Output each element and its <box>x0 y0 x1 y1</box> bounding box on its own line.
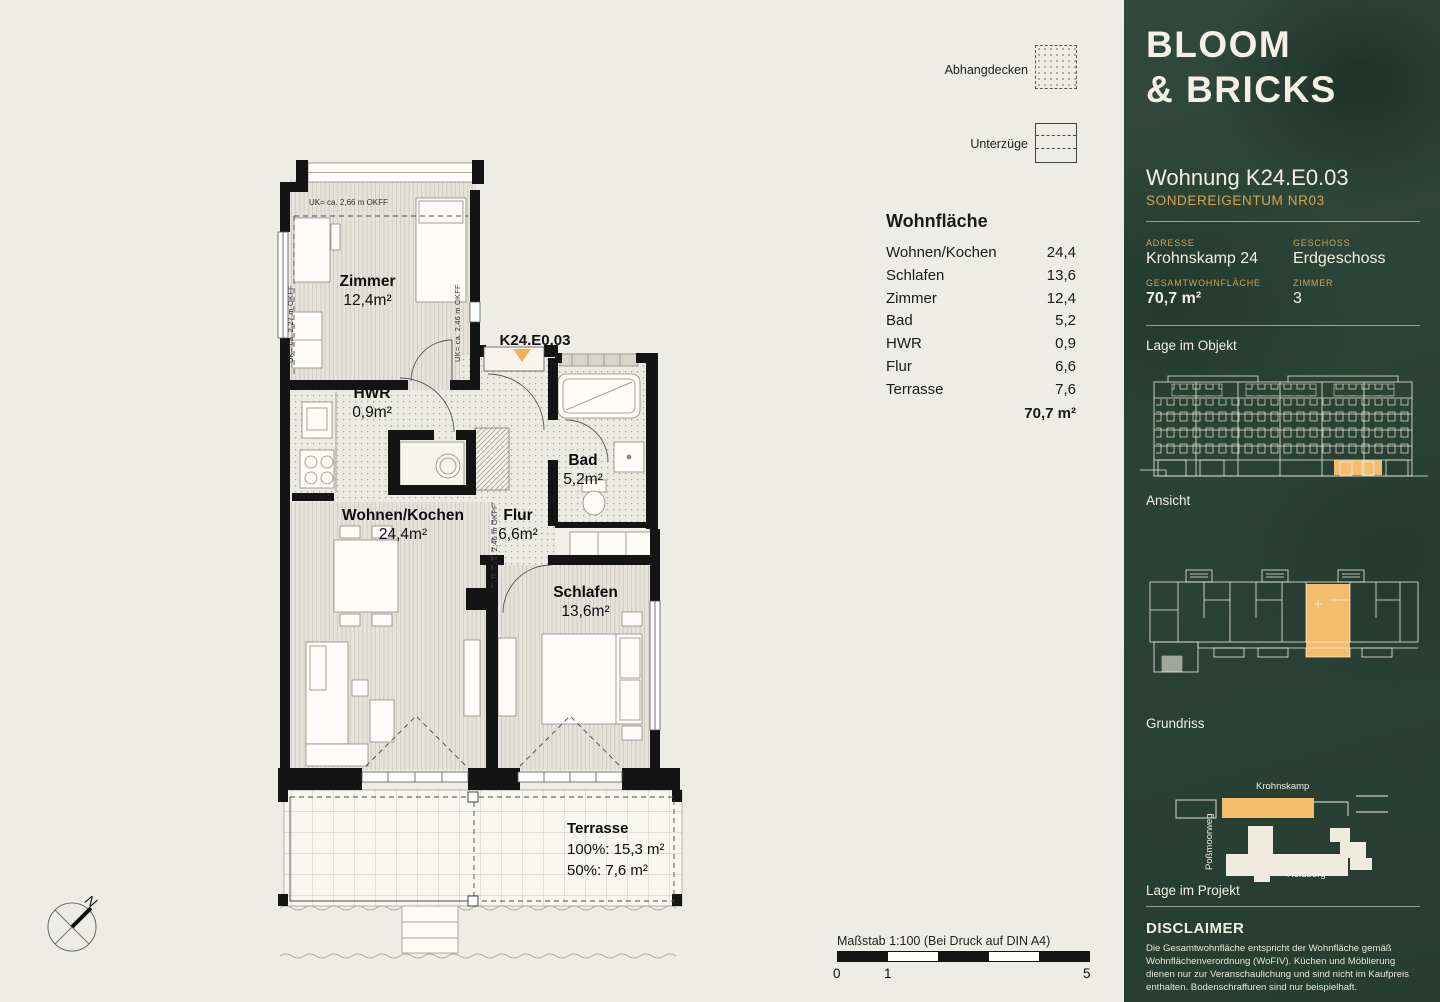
row-value: 6,6 <box>1055 357 1076 375</box>
room-area: 6,6m² <box>498 526 538 544</box>
brand-line1: BLOOM <box>1146 24 1292 65</box>
table-row <box>886 356 1076 379</box>
table-row <box>886 288 1076 311</box>
row-label: Zimmer <box>886 289 937 307</box>
divider <box>1146 906 1420 907</box>
room-name: Zimmer <box>339 273 396 290</box>
room-label-flur <box>473 506 563 545</box>
row-value: 12,4 <box>1046 289 1076 307</box>
table-row <box>886 310 1076 333</box>
fact-label: GESCHOSS <box>1293 238 1351 248</box>
row-label: Terrasse <box>886 380 944 398</box>
room-name: Schlafen <box>553 584 618 601</box>
fact-value: 3 <box>1293 290 1302 307</box>
room-name: Flur <box>503 507 533 524</box>
row-value: 0,9 <box>1055 335 1076 353</box>
row-label: HWR <box>886 335 922 353</box>
section-label-lage-im-objekt: Lage im Objekt <box>1146 338 1237 353</box>
street-label-heidberg: Heidberg <box>1287 869 1326 880</box>
row-label: Flur <box>886 357 912 375</box>
room-label-zimmer <box>300 272 435 311</box>
annotation-uk-mid: UK= ca. 2,46 m OKFF <box>490 504 499 582</box>
table-row <box>886 242 1076 265</box>
building-elevation-drawing <box>1138 360 1430 490</box>
divider <box>1146 221 1420 222</box>
divider <box>1146 325 1420 326</box>
section-label-ansicht: Ansicht <box>1146 493 1191 508</box>
room-area: 12,4m² <box>343 292 392 310</box>
row-label: Schlafen <box>886 266 945 284</box>
scale-tick-5: 5 <box>1083 966 1091 981</box>
room-label-bad <box>543 451 623 490</box>
room-name: Terrasse <box>567 820 629 837</box>
scale-caption: Maßstab 1:100 (Bei Druck auf DIN A4) <box>837 934 1051 948</box>
row-label: Bad <box>886 312 913 330</box>
compass-north-label: N <box>82 891 100 911</box>
abhangdecken-swatch-icon <box>1035 45 1077 89</box>
room-area: 5,2m² <box>563 471 603 489</box>
table-total: 70,7 m² <box>1024 404 1076 422</box>
room-area: 13,6m² <box>561 603 610 621</box>
room-area: 0,9m² <box>352 404 392 422</box>
table-row <box>886 265 1076 288</box>
terrace-area-50: 50%: 7,6 m² <box>567 862 648 879</box>
street-label-possmoorweg: Poßmoorweg <box>1204 813 1215 870</box>
floorplan-overview-drawing <box>1138 548 1430 708</box>
room-name: Wohnen/Kochen <box>342 507 464 524</box>
sidebar <box>1124 0 1440 1002</box>
disclaimer-title: DISCLAIMER <box>1146 920 1245 937</box>
brand-logo <box>1146 22 1337 112</box>
room-label-terrasse <box>567 818 697 881</box>
apartment-subtitle: SONDEREIGENTUM NR03 <box>1146 193 1325 208</box>
annotation-uk-left: UK= ca. 2,27 m OKFF <box>286 285 295 363</box>
fact-label: ADRESSE <box>1146 238 1195 248</box>
row-value: 7,6 <box>1055 380 1076 398</box>
apartment-title: Wohnung K24.E0.03 <box>1146 165 1349 190</box>
unit-number-label: K24.E0.03 <box>499 332 571 349</box>
table-row <box>886 333 1076 356</box>
scale-bar <box>837 951 1090 962</box>
annotation-uk-top: UK= ca. 2,66 m OKFF <box>309 198 388 207</box>
row-value: 5,2 <box>1055 312 1076 330</box>
room-name: HWR <box>353 385 391 402</box>
fact-label: GESAMTWOHNFLÄCHE <box>1146 278 1261 288</box>
disclaimer-body: Die Gesamtwohnfläche entspricht der Wohnfläche gemäß Wohnflächenverordnung (WoFIV). Küchen und Möblierung dienen nur zur Veranschaulichung und sind nicht im Kaufpreis enthalten. Bodenschraffuren sind nur beispielhaft. <box>1146 943 1409 993</box>
annotation-uk-right: UK= ca. 2,46 m OKFF <box>453 284 462 362</box>
north-compass-icon <box>43 895 105 957</box>
row-value: 24,4 <box>1046 244 1076 261</box>
fact-geschoss <box>1293 238 1433 268</box>
living-area-table <box>886 211 1076 425</box>
street-label-krohnskamp: Krohnskamp <box>1256 781 1310 792</box>
scale-tick-0: 0 <box>833 966 841 981</box>
room-area: 24,4m² <box>378 526 428 544</box>
fact-value: Krohnskamp 24 <box>1146 250 1259 267</box>
fact-zimmer <box>1293 278 1433 308</box>
fact-value: Erdgeschoss <box>1293 250 1386 267</box>
unit-marker-arrow-icon <box>513 349 531 362</box>
room-label-hwr <box>327 384 417 423</box>
brand-line2: & BRICKS <box>1146 69 1337 110</box>
terrace-steps <box>402 906 458 953</box>
unterzuege-swatch-icon <box>1035 123 1077 163</box>
fact-value: 70,7 m² <box>1146 290 1202 307</box>
fact-label: ZIMMER <box>1293 278 1334 288</box>
fact-adresse <box>1146 238 1286 268</box>
table-title: Wohnfläche <box>886 211 988 231</box>
room-label-wohnen <box>313 506 493 545</box>
row-value: 13,6 <box>1046 266 1076 284</box>
row-label: Wohnen/Kochen <box>886 244 997 261</box>
legend-label-unterzuege: Unterzüge <box>970 137 1028 151</box>
fact-gesamtwohnflaeche <box>1146 278 1286 308</box>
section-label-grundriss: Grundriss <box>1146 716 1205 731</box>
terrace-area-100: 100%: 15,3 m² <box>567 841 665 858</box>
table-row <box>886 379 1076 402</box>
legend-label-abhangdecken: Abhangdecken <box>944 63 1028 77</box>
terrain-lines <box>280 906 676 958</box>
section-label-lage-im-projekt: Lage im Projekt <box>1146 883 1240 898</box>
scale-tick-1: 1 <box>884 966 892 981</box>
room-name: Bad <box>568 452 598 469</box>
room-label-schlafen <box>528 583 643 622</box>
